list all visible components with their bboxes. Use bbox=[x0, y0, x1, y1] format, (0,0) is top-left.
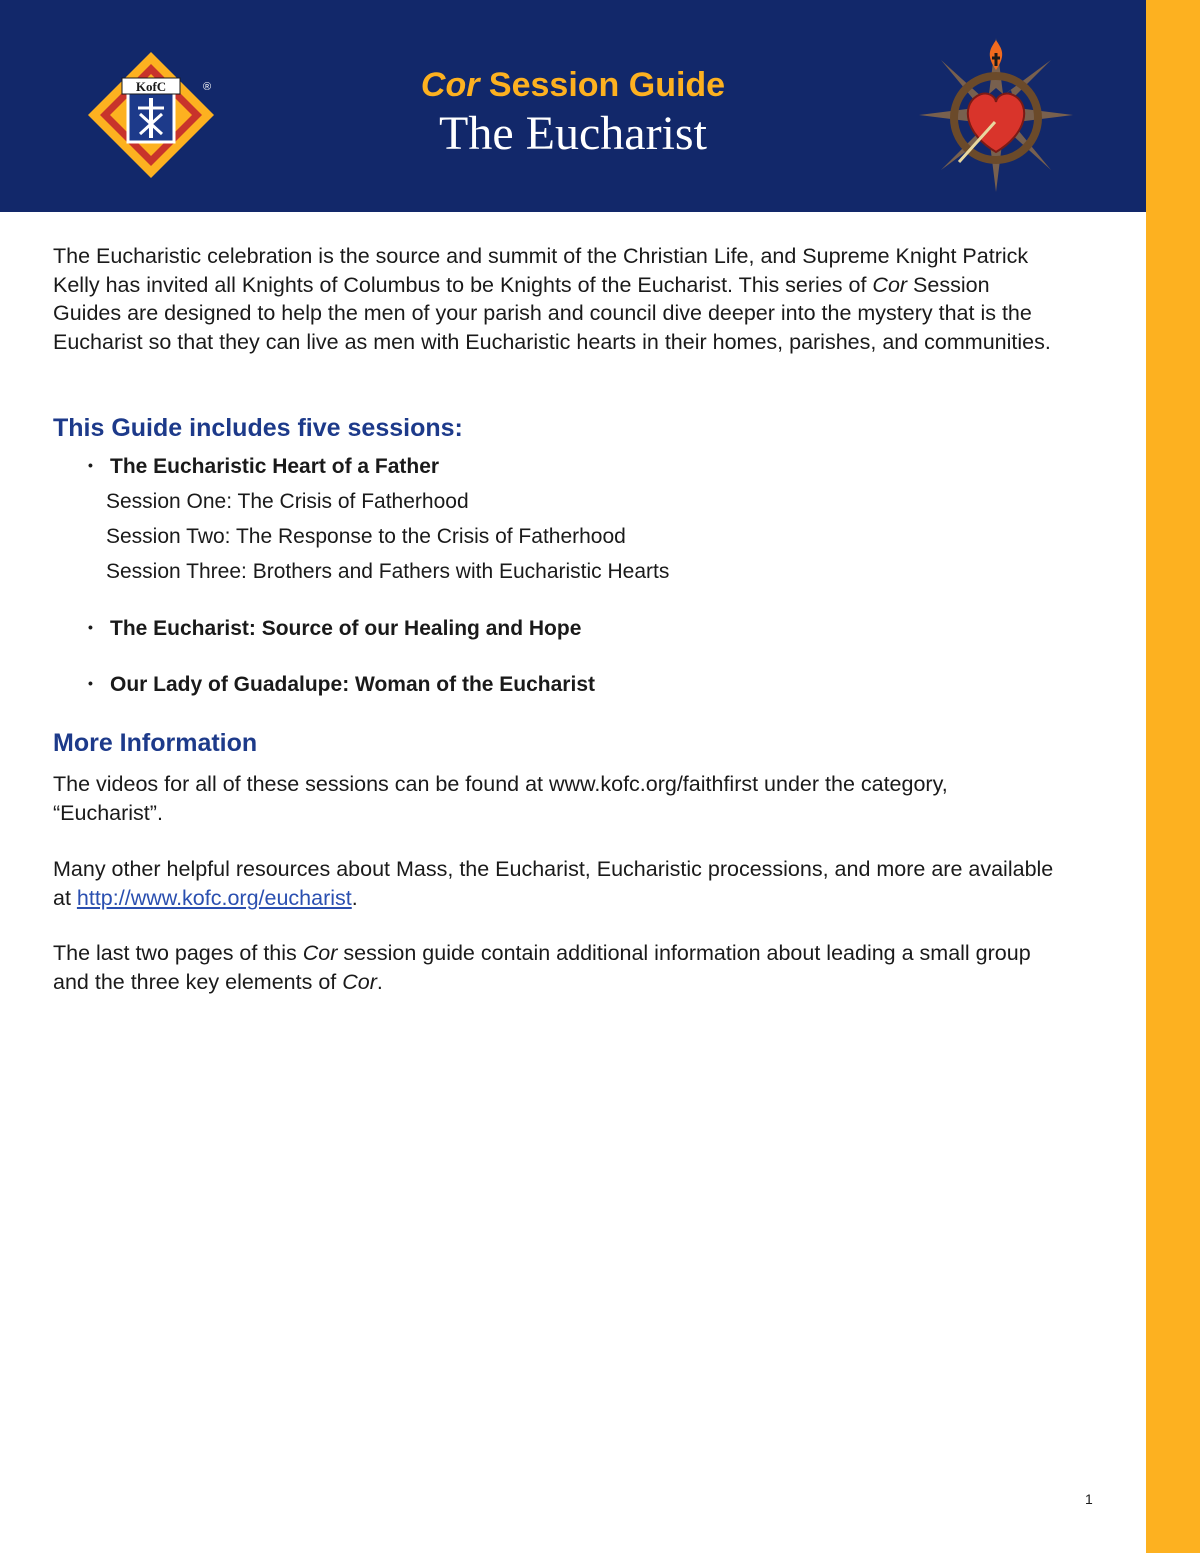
header-banner bbox=[0, 0, 1146, 212]
intro-part1: The Eucharistic celebration is the source and summit of the Christian Life, and Supreme Knight Patrick Kelly has invited all Knights of Columbus to be Knights of the Eucharist. This series of bbox=[53, 244, 1029, 297]
sessions-heading: This Guide includes five sessions: bbox=[53, 414, 463, 442]
session-sub-3: Session Three: Brothers and Fathers with Eucharistic Hearts bbox=[106, 560, 670, 583]
more-para3-italic2: Cor bbox=[342, 969, 377, 994]
header-subtitle-italic: Cor bbox=[420, 66, 480, 104]
more-para3-pre: The last two pages of this bbox=[53, 941, 303, 965]
session-sub-2: Session Two: The Response to the Crisis of Fatherhood bbox=[106, 525, 626, 548]
logo-left-text: KofC bbox=[135, 79, 167, 94]
bullet-dot: • bbox=[88, 457, 93, 473]
more-para2-post: . bbox=[351, 885, 358, 910]
session-item-title: The Eucharistic Heart of a Father bbox=[110, 455, 440, 478]
intro-part2: Session Guides are designed to help the men of your parish and council dive deeper into the mystery that is the Eucharist so that they can live as men with Eucharistic hearts in their homes, parishes, and communities. bbox=[53, 272, 1051, 354]
page-number: 1 bbox=[1085, 1491, 1093, 1507]
session-item-2 bbox=[88, 617, 581, 641]
bullet-dot: • bbox=[88, 619, 93, 635]
session-sub-1: Session One: The Crisis of Fatherhood bbox=[106, 490, 469, 513]
more-info-paragraph-1 bbox=[53, 770, 1063, 827]
sacred-heart-icon bbox=[915, 34, 1077, 196]
session-item-title: Our Lady of Guadalupe: Woman of the Eucharist bbox=[110, 673, 595, 696]
intro-italic: Cor bbox=[872, 272, 908, 297]
logo-left-reg: ® bbox=[203, 81, 212, 93]
more-para3-italic1: Cor bbox=[302, 941, 338, 965]
session-item-title: The Eucharist: Source of our Healing and Hope bbox=[110, 617, 582, 640]
intro-paragraph bbox=[53, 242, 1063, 356]
more-info-heading: More Information bbox=[53, 729, 258, 757]
header-subtitle-rest: Session Guide bbox=[479, 66, 726, 104]
session-item-3 bbox=[88, 673, 595, 697]
more-info-paragraph-3 bbox=[53, 939, 1063, 996]
more-para1-text: The videos for all of these sessions can be found at www.kofc.org/faithfirst under the category, “Eucharist”. bbox=[53, 772, 948, 825]
more-para2-pre: Many other helpful resources about Mass, the Eucharist, Eucharistic processions, and more are available at bbox=[53, 857, 1054, 910]
page-title: The Eucharist bbox=[439, 107, 707, 160]
session-item-1 bbox=[88, 455, 439, 479]
gold-side-bar bbox=[1146, 0, 1200, 1553]
more-para3-post: . bbox=[376, 969, 383, 994]
more-info-paragraph-2 bbox=[53, 855, 1063, 912]
bullet-dot: • bbox=[88, 675, 93, 691]
eucharist-link[interactable]: http://www.kofc.org/eucharist bbox=[76, 885, 352, 910]
more-para3-mid: session guide contain additional information about leading a small group and the three key elements of bbox=[53, 941, 1031, 994]
